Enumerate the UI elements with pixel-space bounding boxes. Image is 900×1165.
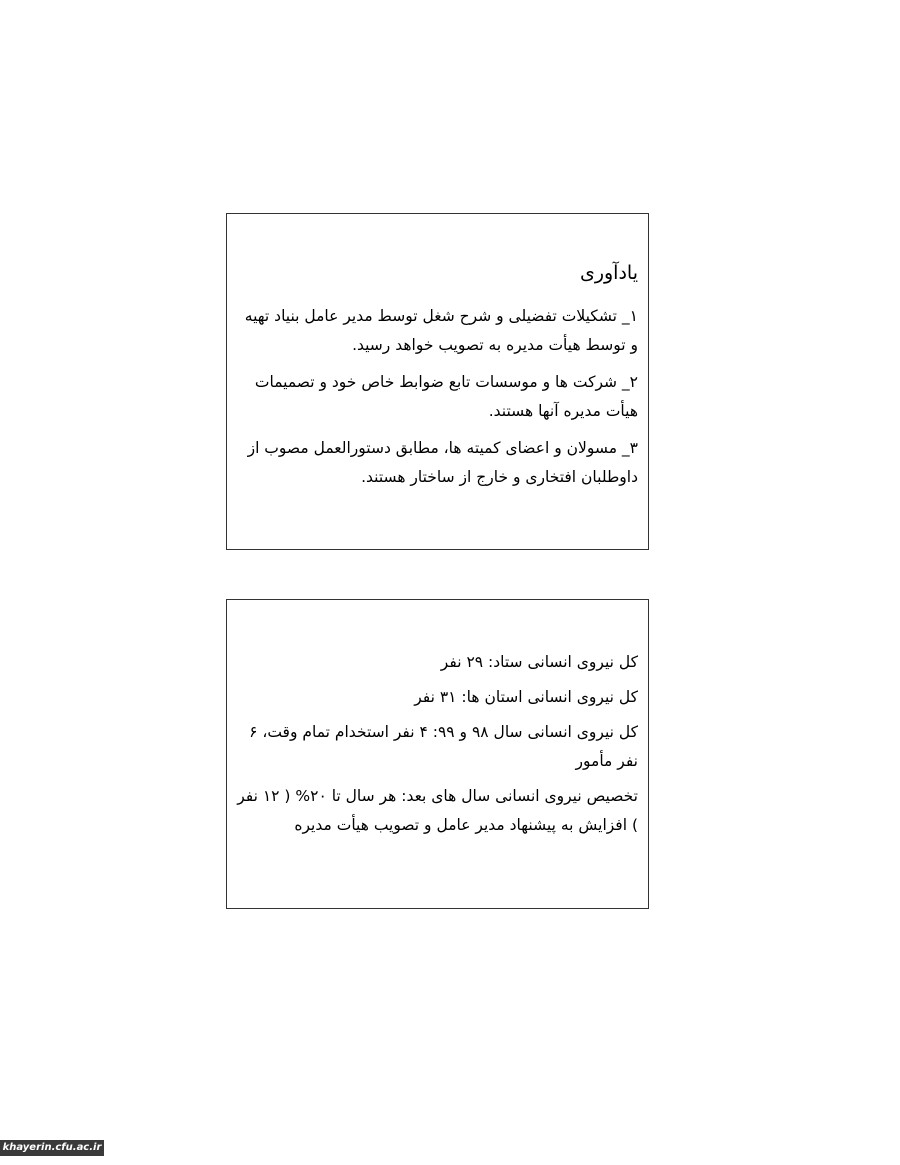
list-item: تخصیص نیروی انسانی سال های بعد: هر سال تا ۲۰% ( ۱۲ نفر ) افزایش به پیشنهاد مدیر عامل و تصویب هیأت مدیره — [237, 787, 638, 834]
list-item: ۳_ مسولان و اعضای کمیته ها، مطابق دستورالعمل مصوب از داوطلبان افتخاری و خارج از ساختار هستند. — [247, 439, 638, 486]
reminder-list — [235, 302, 638, 500]
list-item: ۱_ تشکیلات تفضیلی و شرح شغل توسط مدیر عامل بنیاد تهیه و توسط هیأت مدیره به تصویب خواهد رسید. — [244, 307, 638, 354]
list-item: ۲_ شرکت ها و موسسات تابع ضوابط خاص خود و تصمیمات هیأت مدیره آنها هستند. — [254, 373, 638, 420]
list-item: کل نیروی انسانی سال ۹۸ و ۹۹: ۴ نفر استخدام تمام وقت، ۶ نفر مأمور — [249, 723, 638, 770]
slide-reminder — [226, 213, 649, 550]
site-watermark: khayerin.cfu.ac.ir — [0, 1140, 104, 1156]
workforce-list — [235, 648, 638, 846]
list-item: کل نیروی انسانی ستاد: ۲۹ نفر — [440, 653, 638, 671]
slide-title: یادآوری — [579, 262, 638, 284]
list-item: کل نیروی انسانی استان ها: ۳۱ نفر — [414, 688, 638, 706]
slide-workforce — [226, 599, 649, 909]
